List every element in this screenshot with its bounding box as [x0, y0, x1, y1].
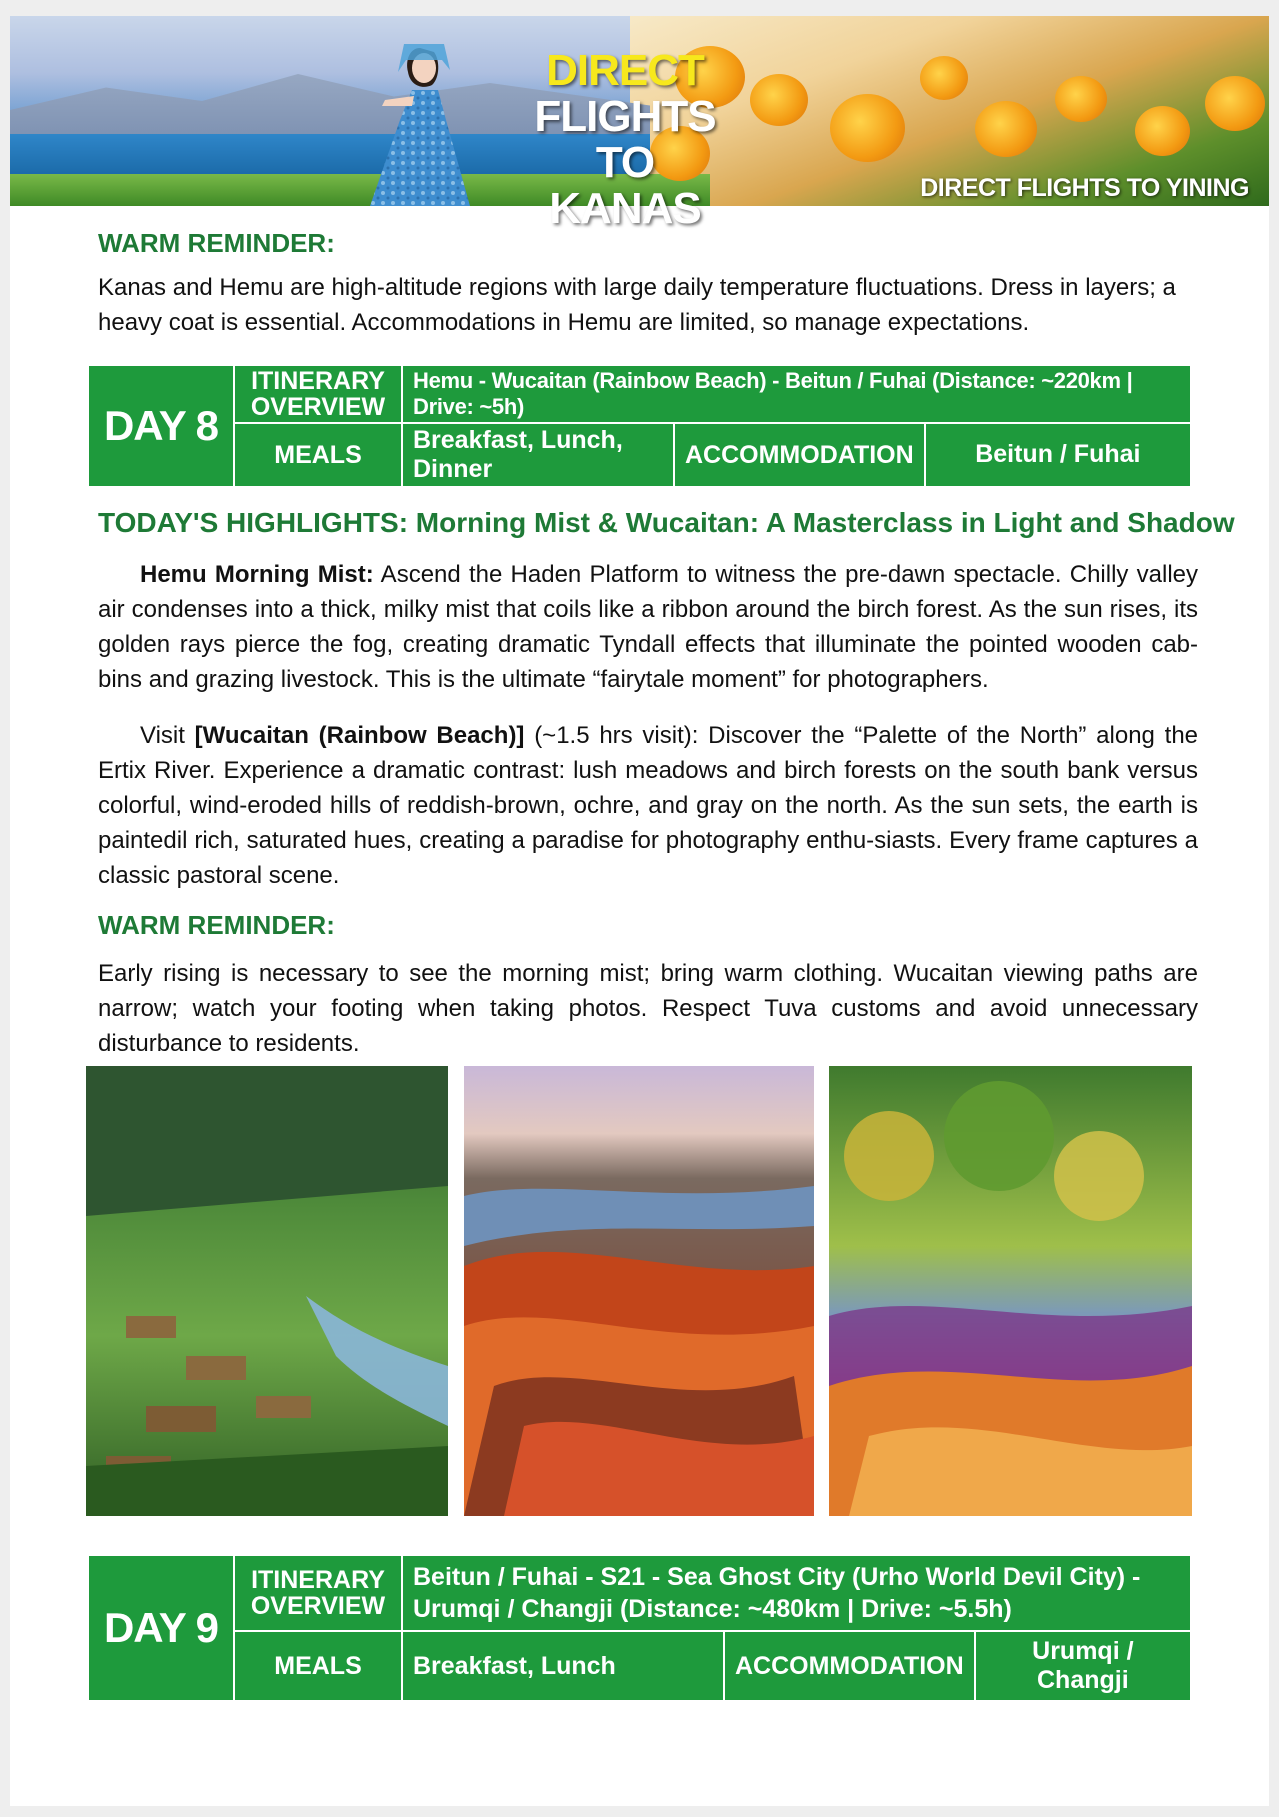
banner-subtitle: DIRECT FLIGHTS TO YINING — [920, 174, 1249, 202]
accommodation-value: Beitun / Fuhai — [925, 423, 1191, 487]
itinerary-overview: Beitun / Fuhai - S21 - Sea Ghost City (Urho World Devil City) - Urumqi / Changji (Distance: ~480km | Drive: ~5.5h) — [402, 1555, 1191, 1631]
wucaitan-river-photo — [464, 1066, 814, 1516]
itinerary-overview-label: ITINERARY OVERVIEW — [234, 365, 402, 423]
warm-reminder-text: Kanas and Hemu are high-altitude regions with large daily temperature fluctuations. Dress in layers; a heavy coat is essential. Accommodations in Hemu are limited, so manage expectations. — [98, 274, 1176, 336]
meals-label: MEALS — [234, 423, 402, 487]
wucaitan-poplar-photo — [829, 1066, 1192, 1516]
morning-mist-paragraph — [98, 557, 1198, 697]
globeflower-image — [975, 101, 1037, 157]
warm-reminder-heading: WARM REMINDER: — [98, 228, 335, 258]
wucaitan-paragraph — [98, 718, 1198, 893]
warm-reminder-text: Early rising is necessary to see the morning mist; bring warm clothing. Wucaitan viewing paths are narrow; watch your footing when taking photos. Respect Tuva customs and avoid unnecessary disturbance to residents. — [98, 960, 1198, 1057]
banner-title-line: FLIGHTS — [534, 92, 716, 141]
day-label: DAY 8 — [88, 365, 234, 487]
banner-title — [525, 48, 725, 232]
woman-in-dress-image — [360, 30, 490, 206]
globeflower-image — [1055, 76, 1107, 122]
itinerary-page — [10, 16, 1269, 1806]
morning-mist-text: Ascend the Haden Platform to witness the pre-dawn spectacle. Chilly valley air condenses into a thick, milky mist that coils like a ribbon around the birch forest. As the sun rises, its golden rays pierce the fog, creating dramatic Tyndall effects that illuminate the pointed wooden cab-bins and grazing livestock. This is the ultimate “fairytale moment” for photographers. — [98, 561, 1198, 693]
itinerary-overview: Hemu - Wucaitan (Rainbow Beach) - Beitun / Fuhai (Distance: ~220km | Drive: ~5h) — [402, 365, 1191, 423]
accommodation-label: ACCOMMODATION — [674, 423, 925, 487]
visit-prefix: Visit — [140, 722, 195, 749]
wucaitan-title: [Wucaitan (Rainbow Beach)] — [194, 722, 525, 749]
globeflower-image — [1205, 76, 1265, 131]
globeflower-image — [830, 94, 905, 162]
header-banner — [10, 16, 1269, 233]
accommodation-label: ACCOMMODATION — [724, 1631, 975, 1701]
meals-value: Breakfast, Lunch, Dinner — [402, 423, 674, 487]
day-label: DAY 9 — [88, 1555, 234, 1701]
day9-table — [87, 1554, 1192, 1702]
accommodation-value: Urumqi / Changji — [975, 1631, 1191, 1701]
globeflower-image — [750, 74, 808, 126]
wucaitan-text: (~1.5 hrs visit): Discover the “Palette of the North” along the Ertix River. Experience a dramatic contrast: lush meadows and birch forests on the south bank versus colorful, wind-eroded hills of reddish-brown, ochre, and gray on the north. As the sun sets, the earth is paintedil rich, saturated hues, creating a paradise for photography enthu-siasts. Every frame captures a classic pastoral scene. — [98, 722, 1199, 889]
meals-value: Breakfast, Lunch — [402, 1631, 724, 1701]
hemu-village-photo — [86, 1066, 448, 1516]
globeflower-image — [1135, 106, 1190, 156]
warm-reminder-heading: WARM REMINDER: — [98, 910, 335, 940]
meals-label: MEALS — [234, 1631, 402, 1701]
globeflower-image — [920, 56, 968, 100]
banner-title-line: TO KANAS — [549, 138, 701, 233]
highlights-heading: TODAY'S HIGHLIGHTS: Morning Mist & Wucaitan: A Masterclass in Light and Shadow — [98, 507, 1235, 538]
day8-table — [87, 364, 1192, 488]
banner-title-line: DIRECT — [546, 46, 704, 95]
itinerary-overview-label: ITINERARY OVERVIEW — [234, 1555, 402, 1631]
morning-mist-title: Hemu Morning Mist: — [140, 561, 374, 588]
